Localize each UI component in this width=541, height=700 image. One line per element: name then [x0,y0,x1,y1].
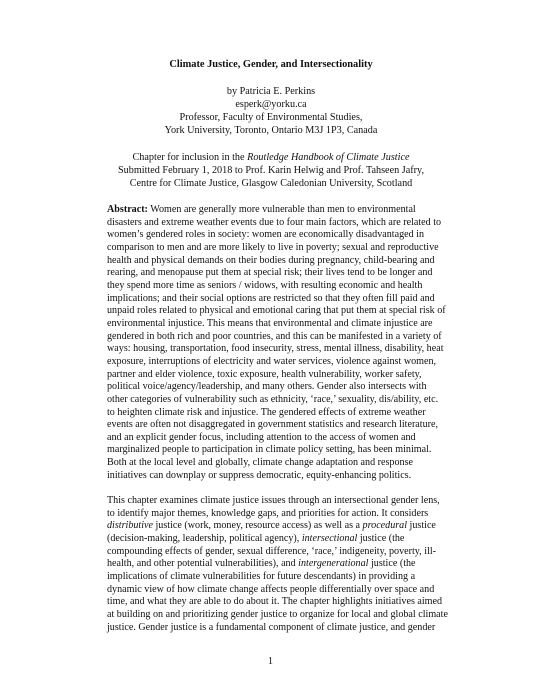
abstract-line: women’s gendered roles in society: women are economically disadvantaged in [107,229,425,241]
abstract-line: marginalized people to participation in climate policy setting, has been minimal. [107,444,432,456]
abstract-line: partner and elder violence, toxic exposure, health vulnerability, worker safety, [107,368,422,380]
abstract-line: health and physical demands on their bodies during pregnancy, child-bearing and [107,254,435,266]
body-paragraph [107,494,448,634]
abstract-line: and an explicit gender focus, including attention to the access of women and [107,431,416,443]
abstract-line: other categories of vulnerability such as ethnicity, ‘race,’ sexuality, dis/ability, etc. [107,393,439,405]
abstract-label: Abstract: [107,204,148,215]
page-number: 1 [267,656,274,667]
abstract-line: exposure, interruptions of electricity and water services, violence against women, [107,355,437,367]
emphasis-distributive: distributive [107,520,153,532]
abstract-line: political voice/agency/leadership, and many others. Gender also intersects with [107,381,427,393]
abstract-line: Abstract: Women are generally more vulnerable than men to environmental [107,204,416,215]
emphasis-procedural: procedural [362,520,408,532]
abstract-line: environmental injustice. This means that environmental and climate injustice are [107,317,433,329]
emphasis-intersectional: intersectional [301,532,358,544]
chapter-prefix: Chapter for inclusion in the [132,152,248,163]
centre-line: Centre for Climate Justice, Glasgow Caledonian University, Scotland [129,178,413,189]
abstract-line: rearing, and menopause put them at special risk; their lives tend to be longer and [107,267,433,279]
body-line: This chapter examines climate justice issues through an intersectional gender lens, [107,494,440,506]
abstract-line: implications; and their social options are restricted so that they often fill paid and [107,292,435,304]
abstract-line: to heighten climate risk and injustice. The gendered effects of extreme weather [107,406,426,418]
author-name: by Patricia E. Perkins [226,86,316,97]
author-address: York University, Toronto, Ontario M3J 1P3, Canada [164,125,378,136]
submitted-line: Submitted February 1, 2018 to Prof. Karin Helwig and Prof. Tahseen Jafry, [118,165,424,176]
chapter-info [107,151,435,190]
body-line: compounding effects of gender, sexual difference, ‘race,’ indigeneity, poverty, ill- [107,545,437,557]
chapter-line [107,151,435,164]
body-line: justice. Gender justice is a fundamental component of climate justice, and gender [107,621,436,633]
abstract-line: disasters and extreme weather events due to four main factors, which are related to [107,216,442,228]
body-line: (decision-making, leadership, political agency), intersectional justice (the [107,532,405,544]
abstract-line: events are often not disaggregated in government statistics and research literature, [107,419,439,431]
abstract-line: Both at the local level and globally, climate change adaptation and response [107,457,413,469]
body-line: implications of climate vulnerabilities for future descendants) in providing a [107,570,416,582]
abstract-line: initiatives can downplay or suppress democratic, equity-enhancing politics. [107,469,412,481]
abstract-paragraph [107,204,446,482]
author-email: esperk@yorku.ca [235,99,307,110]
emphasis-intergenerational: intergenerational [298,558,369,570]
abstract-line: unpaid roles related to physical and emotional caring that put them at special risk of [107,305,446,317]
abstract-line: gendered in both rich and poor countries, and this can be manifested in a variety of [107,330,442,342]
book-title: Routledge Handbook of Climate Justice [247,152,410,163]
abstract-line: they spend more time as seniors / widows, with resulting economic and health [107,279,423,291]
abstract-line: ways: housing, transportation, food insecurity, stress, mental illness, disability, heat [107,343,444,355]
body-line: distributive justice (work, money, resource access) as well as a procedural justice [107,520,436,532]
body-line: to identify major themes, knowledge gaps, and priorities for action. It considers [107,507,429,519]
body-line: dynamic view of how climate change affects people differentially over space and [107,583,435,595]
body-line: time, and what they are able to do about it. The chapter highlights initiatives aimed [107,596,443,608]
author-block [107,85,435,137]
paper-title: Climate Justice, Gender, and Intersectionality [169,59,373,70]
body-line: health, and other potential vulnerabilities), and intergenerational justice (the [107,558,416,570]
abstract-line: comparison to men and are more likely to live in poverty; sexual and reproductive [107,241,439,253]
author-title: Professor, Faculty of Environmental Studies, [179,112,363,123]
body-line: at building on and prioritizing gender justice to organize for local and global climate [107,608,448,620]
document-page [107,58,448,634]
